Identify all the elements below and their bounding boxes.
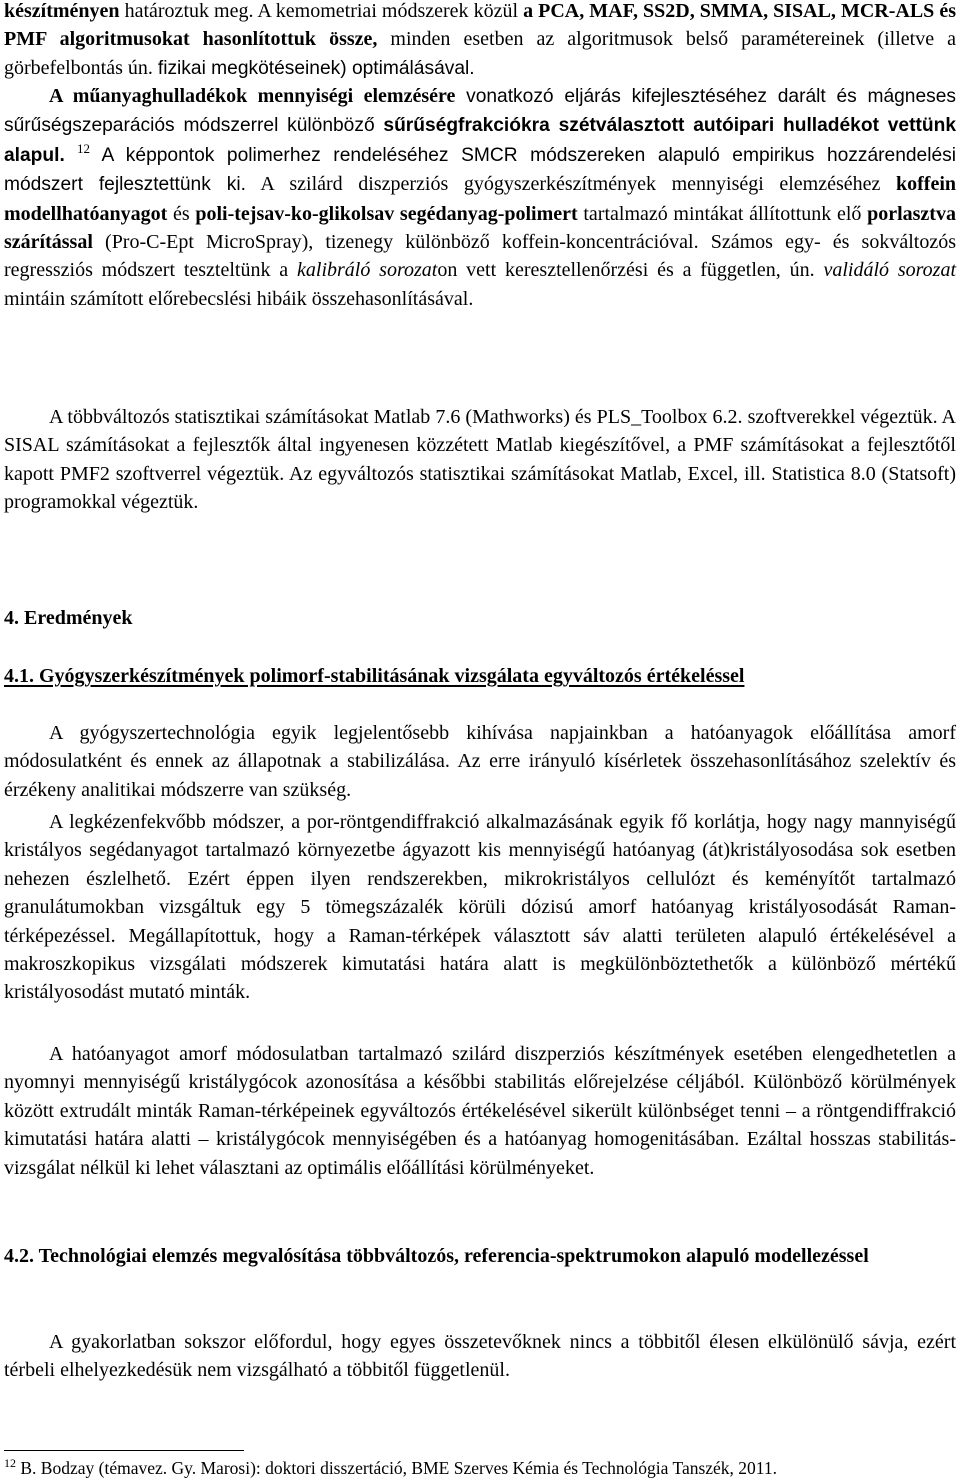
methods-paragraph-2: A műanyaghulladékok mennyiségi elemzésére vonatkozó eljárás kifejlesztéséhez darált és mágneses sűrűségszeparációs módszerrel különböző sűrűségfrakciókra szétválasztott autóipari hulladékot vettünk alapul. $^{12}$ A képpontok polimerhez rendeléséhez SMCR módszereken alapuló empirikus hozzárendelési módszert fejlesztettünk ki. A szilárd diszperziós gyógyszerkészítmények mennyiségi elemzéséhez koffein modellhatóanyagot és poli-tejsav-ko-glikolsav segédanyag-polimert tartalmazó mintákat állítottunk elő porlasztva szárítással (Pro-C-Ept MicroSpray), tizenegy különböző koffein-koncentrációval. Számos egy- és sokváltozós regressziós módszert teszteltünk a kalibráló sorozaton vett keresztellenőrzési és a független, ún. validáló sorozat mintáin számított előrebecslési hibáik összehasonlításával. — [4, 85, 957, 310]
bold-text: A műanyaghulladékok mennyiségi elemzésére — [49, 85, 456, 107]
footnote-reference: 12 — [77, 140, 91, 156]
section-4-2-heading — [4, 1242, 956, 1270]
footnote-text: B. Bodzay (témavez. Gy. Marosi): doktori disszertáció, BME Szerves Kémia és Technológia Tanszék, 2011. — [16, 1458, 778, 1478]
bold-text: poli-tejsav-ko-glikolsav segédanyag-polimert — [195, 202, 578, 225]
results-heading — [4, 604, 956, 632]
bold-text: készítményen — [4, 0, 120, 22]
methods-paragraph-1: készítményen határoztuk meg. A kemometriai módszerek közül a PCA, MAF, SS2D, SMMA, SISAL, MCR-ALS és PMF algoritmusokat hasonlítottuk össze, minden esetben az algoritmusok belső paramétereinek (illetve a görbefelbontás ún. fizikai megkötéseinek) optimálásával. — [4, 0, 957, 79]
methods-paragraph-3: A többváltozós statisztikai számításokat Matlab 7.6 (Mathworks) és PLS_Toolbox 6.2. szoftverekkel végeztük. A SISAL számításokat a fejlesztők által ingyenesen közzétett Matlab kiegészítővel, a PMF számításokat a fejlesztőtől kapott PMF2 szoftverrel végeztük. Az egyváltozós statisztikai számításokat Matlab, Excel, ill. Statistica 8.0 (Statsoft) programokkal végeztük. — [4, 406, 956, 514]
subsection-heading: 4.1. Gyógyszerkészítmények polimorf-stabilitásának vizsgálata egyváltozós értékeléssel — [4, 665, 745, 687]
section-heading: 4. Eredmények — [4, 607, 133, 629]
section-4-1-heading — [4, 662, 956, 691]
italic-text: validáló sorozat — [823, 259, 957, 282]
bold-text: porlasztva szárítással — [4, 202, 956, 254]
footnote-number: 12 — [4, 1456, 16, 1470]
bold-text: a PCA, MAF, SS2D, SMMA, SISAL, MCR-ALS és PMF algoritmusokat hasonlítottuk össze, — [4, 0, 957, 51]
bold-text: sűrűségfrakciókra szétválasztott autóipari hulladékot vettünk alapul. — [4, 115, 956, 166]
section-4-2-paragraph-1: A gyakorlatban sokszor előfordul, hogy egyes összetevőknek nincs a többitől élesen elkülönülő sávja, ezért térbeli elhelyezkedésük nem vizsgálható a többitől függetlenül. — [4, 1331, 956, 1382]
section-4-1-paragraph-1: A gyógyszertechnológia egyik legjelentősebb kihívása napjainkban a hatóanyagok előállítása amorf módosulatként és ennek az állapotnak a stabilizálása. Az erre irányuló kísérletek összehasonlításához szelektív és érzékeny analitikai módszerre van szükség. — [4, 722, 956, 801]
italic-text: kalibráló sorozat — [297, 259, 438, 282]
bold-text: koffein modellhatóanyagot — [4, 173, 956, 225]
section-4-1-paragraph-2: A legkézenfekvőbb módszer, a por-röntgendiffrakció alkalmazásának egyik fő korlátja, hogy nagy mannyiségű kristályos segédanyagot tartalmazó környezetbe ágyazott kis mennyiségű hatóanyag (át)kristályosodása sok esetben nehezen észlelhető. Ezért éppen ilyen rendszerekben, mikrokristályos cellulózt és keményítőt tartalmazó granulátumokban vizsgáltuk egy 5 tömegszázalék körüli dózisú amorf hatóanyag kristályosodását Raman-térképezéssel. Megállapítottuk, hogy a Raman-térképek választott sáv alatti területen alapuló értékelésével a makroszkopikus vizsgálati módszerek kimutatási határa alatt is megkülönböztethetők a különböző mértékű kristályosodást mutató minták. — [4, 811, 956, 1004]
section-4-1-paragraph-3: A hatóanyagot amorf módosulatban tartalmazó szilárd diszperziós készítmények esetében elengedhetetlen a nyomnyi mennyiségű kristálygócok azonosítása a későbbi stabilitás előrejelzése céljából. Különböző körülmények között extrudált minták Raman-térképeinek egyváltozós értékelésével sikerült különbséget tenni – a röntgendiffrakció kimutatási határa alatti – kristálygócok mennyiségében és a hatóanyag homogenitásában. Ezáltal hosszas stabilitás-vizsgálat nélkül ki lehet választani az optimális előállítási körülményeket. — [4, 1043, 956, 1179]
footnote-separator — [4, 1450, 244, 1451]
subsection-heading: 4.2. Technológiai elemzés megvalósítása többváltozós, referencia-spektrumokon alapuló modellezéssel — [4, 1245, 869, 1267]
footnote — [4, 1458, 777, 1478]
